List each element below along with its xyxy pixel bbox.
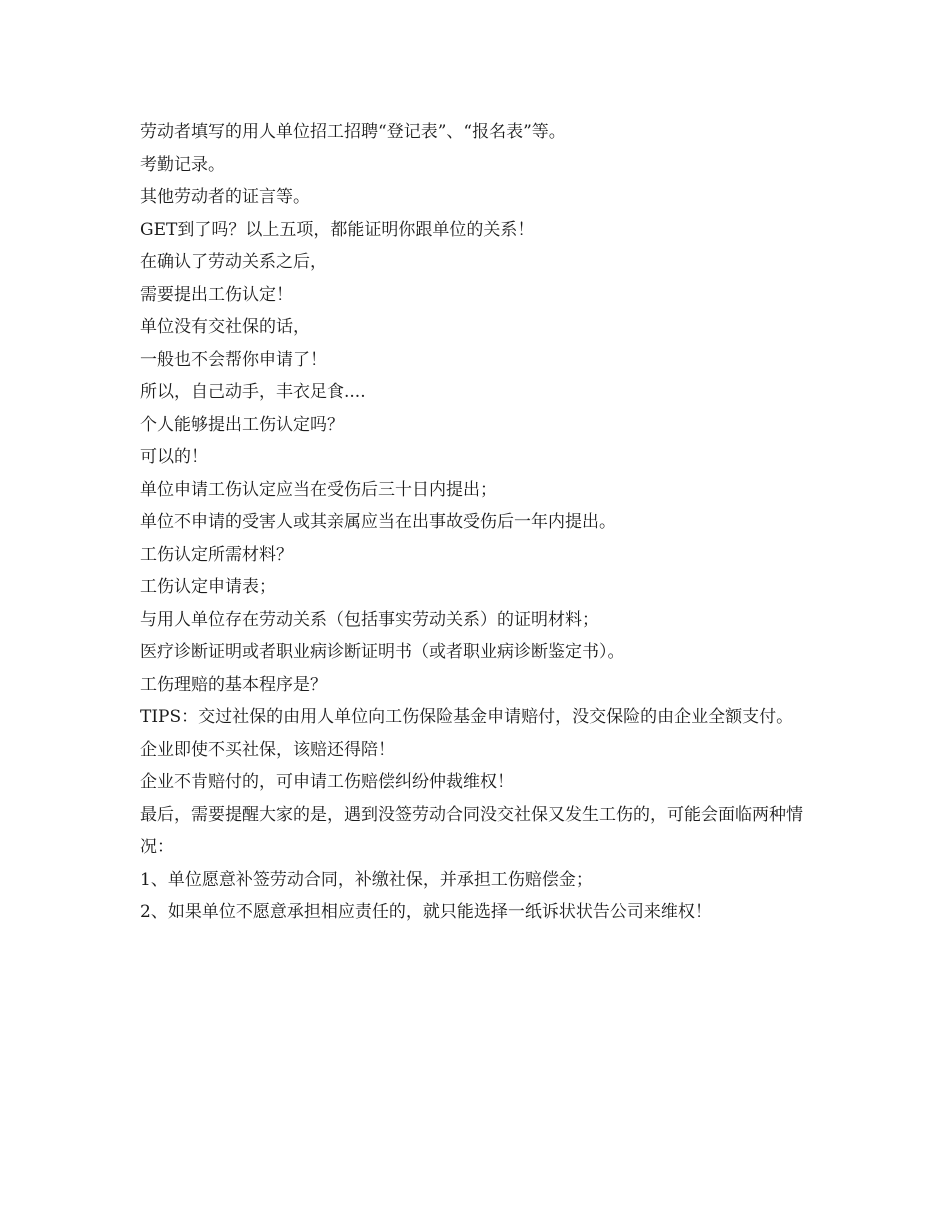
paragraph: 工伤认定申请表；	[140, 577, 276, 597]
paragraph: 其他劳动者的证言等。	[140, 187, 310, 207]
paragraph: 可以的！	[140, 447, 208, 467]
paragraph: 医疗诊断证明或者职业病诊断证明书（或者职业病诊断鉴定书）。	[140, 642, 625, 662]
paragraph: 个人能够提出工伤认定吗？	[140, 414, 344, 435]
paragraph: 1、单位愿意补签劳动合同，补缴社保，并承担工伤赔偿金；	[140, 869, 593, 890]
paragraph: TIPS：交过社保的由用人单位向工伤保险基金申请赔付，没交保险的由企业全额支付。	[140, 707, 794, 727]
paragraph: 单位申请工伤认定应当在受伤后三十日内提出；	[140, 479, 497, 500]
paragraph: 工伤理赔的基本程序是？	[140, 674, 327, 695]
paragraph: 企业不肯赔付的，可申请工伤赔偿纠纷仲裁维权！	[140, 772, 514, 792]
document-body	[140, 116, 820, 929]
paragraph: 一般也不会帮你申请了！	[140, 349, 327, 370]
paragraph: 单位不申请的受害人或其亲属应当在出事故受伤后一年内提出。	[140, 512, 616, 532]
paragraph: 在确认了劳动关系之后，	[140, 252, 327, 272]
paragraph: 考勤记录。	[140, 154, 225, 175]
paragraph: 单位没有交社保的话，	[140, 317, 310, 337]
paragraph: 最后，需要提醒大家的是，遇到没签劳动合同没交社保又发生工伤的，可能会面临两种情况：	[140, 804, 803, 857]
paragraph: 需要提出工伤认定！	[140, 284, 293, 305]
paragraph: 工伤认定所需材料？	[140, 544, 293, 565]
paragraph: 所以，自己动手，丰衣足食....	[140, 382, 366, 402]
paragraph: 企业即使不买社保，该赔还得陪！	[140, 739, 395, 760]
paragraph: 2、如果单位不愿意承担相应责任的，就只能选择一纸诉状状告公司来维权！	[140, 902, 712, 922]
paragraph: 与用人单位存在劳动关系（包括事实劳动关系）的证明材料；	[140, 609, 599, 630]
paragraph: 劳动者填写的用人单位招工招聘“登记表”、“报名表”等。	[140, 122, 566, 142]
paragraph: GET到了吗？以上五项，都能证明你跟单位的关系！	[140, 219, 535, 240]
